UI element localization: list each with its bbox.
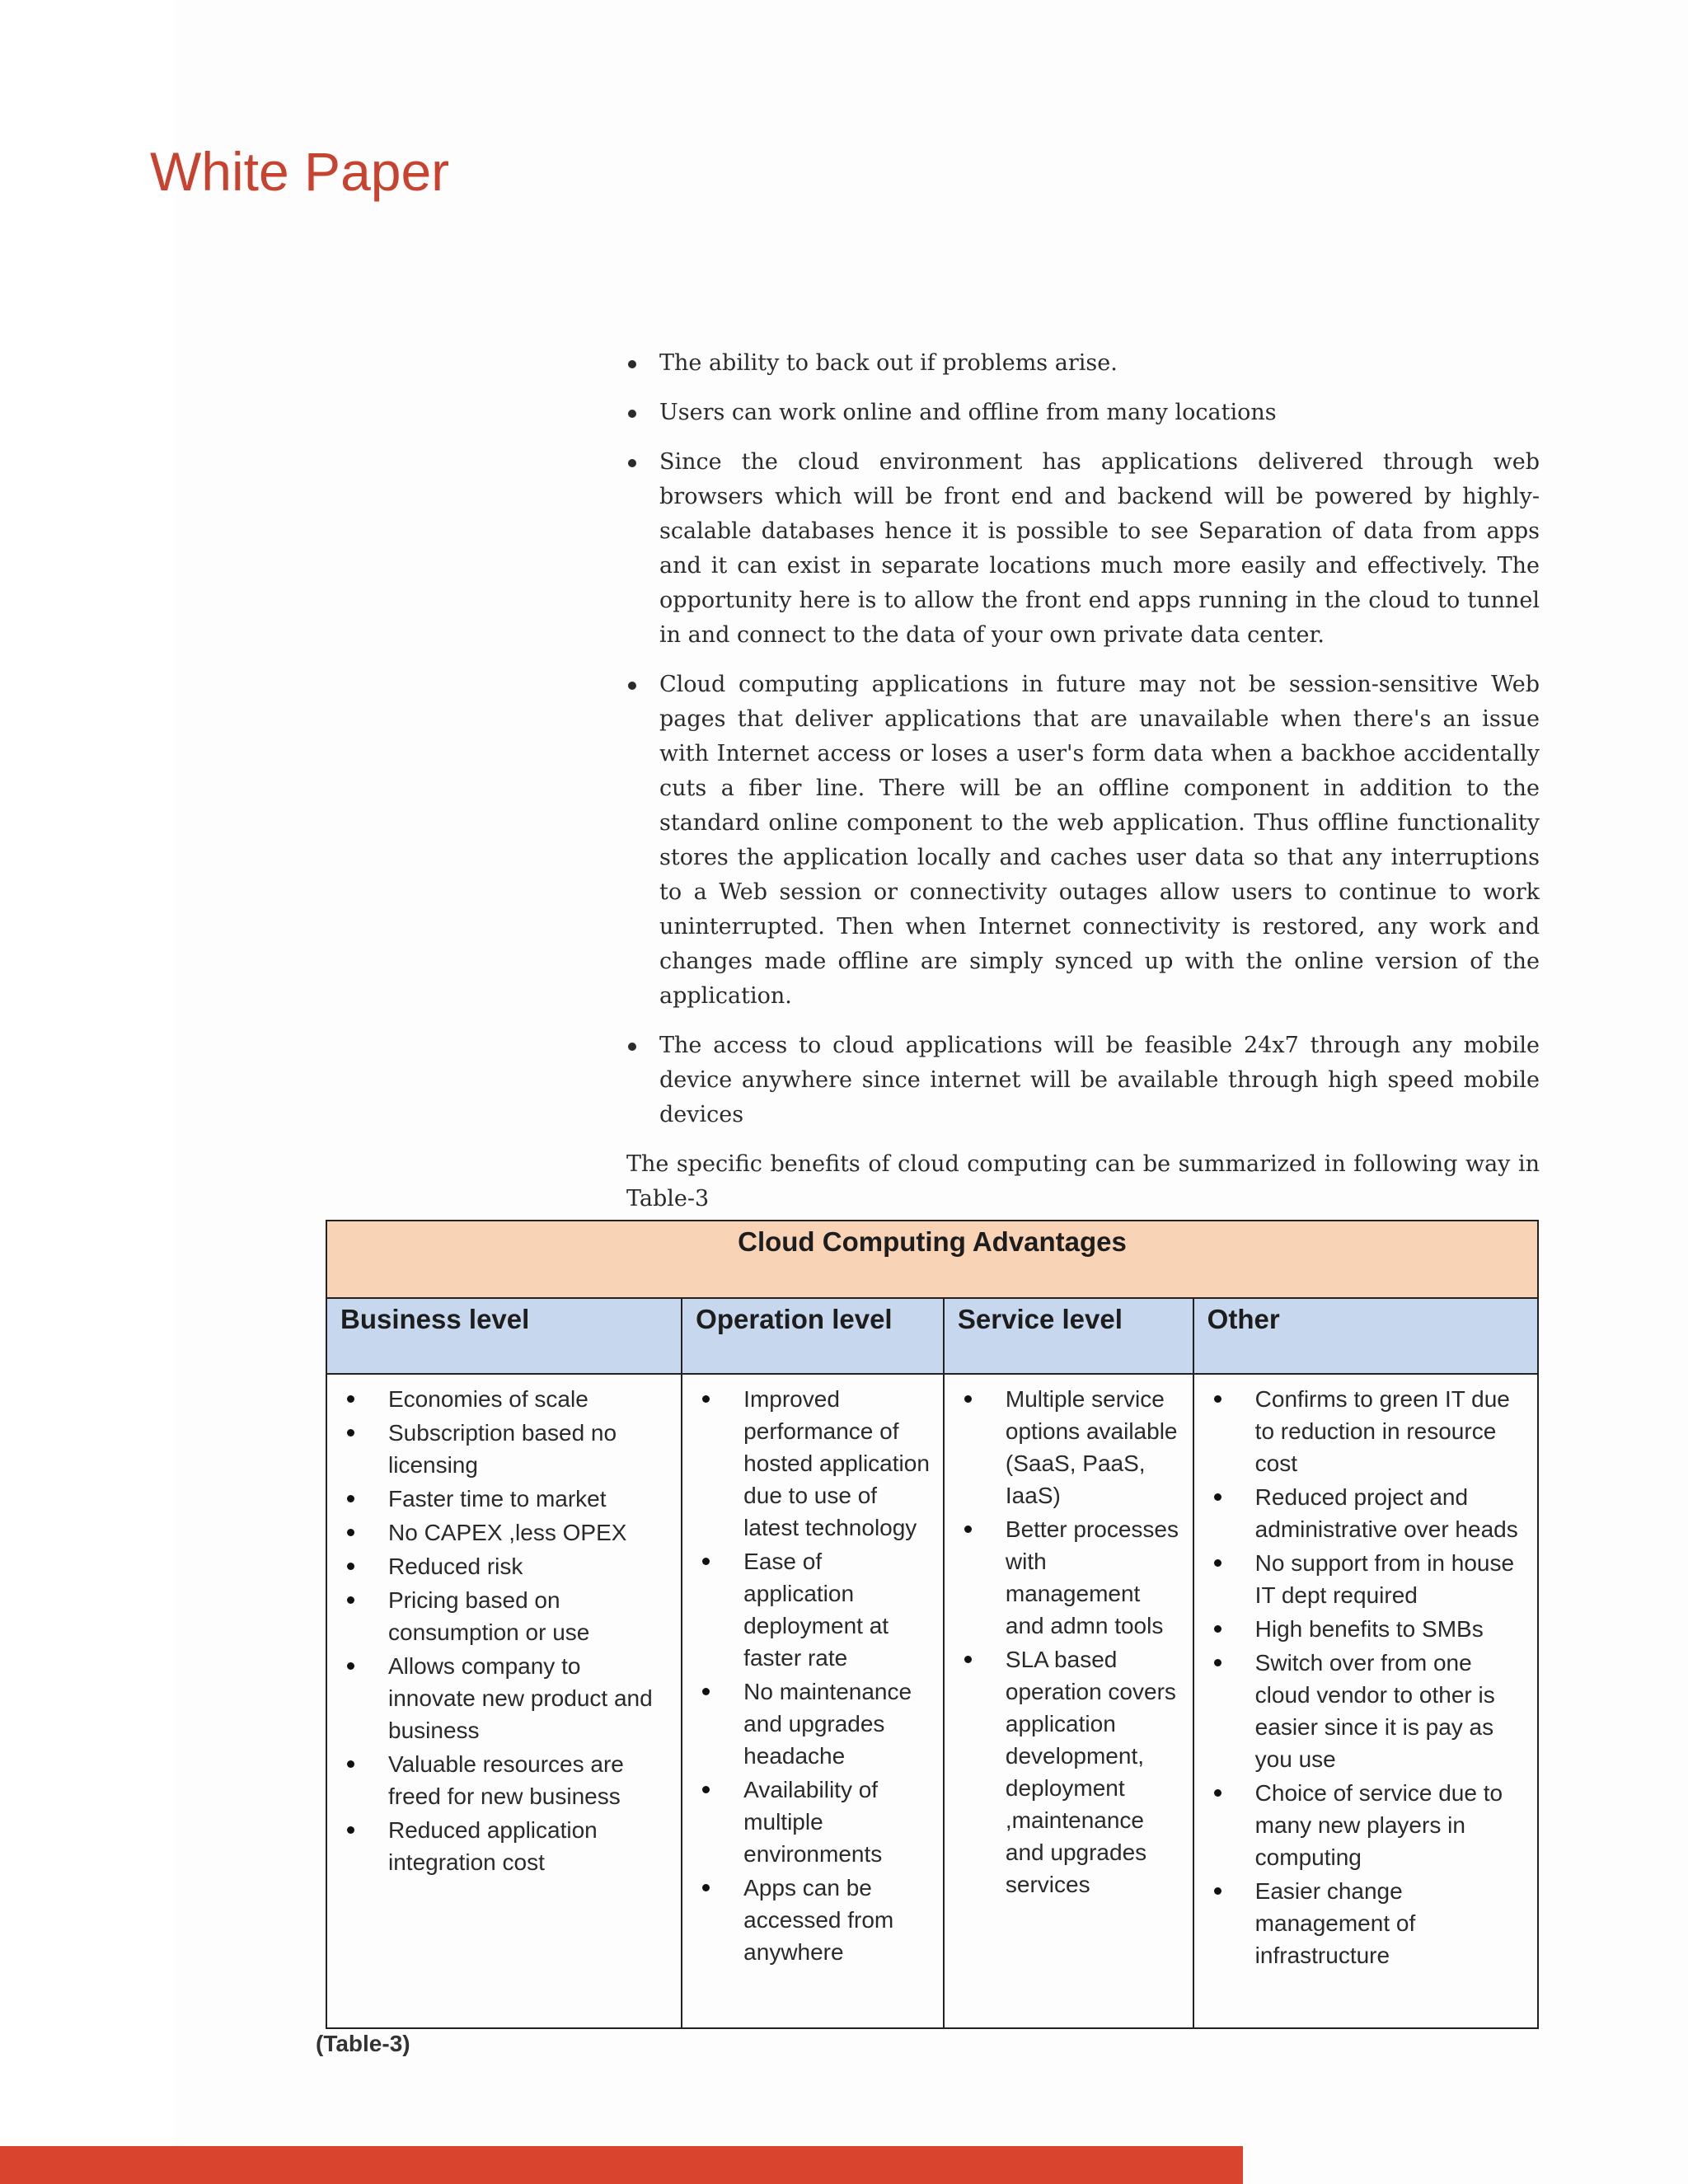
list-item-text: Pricing based on consumption or use bbox=[388, 1587, 590, 1645]
list-item-text: Valuable resources are freed for new business bbox=[388, 1751, 624, 1809]
list-item-text: Confirms to green IT due to reduction in resource cost bbox=[1254, 1386, 1510, 1476]
bullet-dot-icon bbox=[347, 1760, 354, 1768]
list-item bbox=[335, 1516, 673, 1549]
bullet-item bbox=[626, 1029, 1540, 1132]
list-item-text: Ease of application deployment at faster rate bbox=[743, 1549, 889, 1671]
list-item bbox=[335, 1550, 673, 1582]
bullet-dot-icon bbox=[347, 1429, 354, 1436]
bullet-dot-icon bbox=[1214, 1625, 1221, 1633]
bullet-dot-icon bbox=[702, 1884, 710, 1891]
bullet-dot-icon bbox=[1214, 1395, 1221, 1403]
column-header-service: Service level bbox=[944, 1298, 1193, 1374]
list-item-text: Faster time to market bbox=[388, 1486, 607, 1511]
bullet-dot-icon bbox=[1214, 1493, 1221, 1501]
list-item bbox=[1203, 1547, 1529, 1611]
bullet-dot-icon bbox=[347, 1395, 354, 1403]
list-item bbox=[691, 1545, 935, 1674]
list-item-text: Apps can be accessed from anywhere bbox=[743, 1875, 894, 1965]
bullet-dot-icon bbox=[702, 1395, 710, 1403]
list-item-text: Reduced application integration cost bbox=[388, 1817, 598, 1875]
bullet-dot-icon bbox=[964, 1656, 972, 1663]
body-content bbox=[626, 346, 1540, 1216]
list-item-text: No maintenance and upgrades headache bbox=[743, 1679, 912, 1769]
bullet-dot-icon bbox=[702, 1558, 710, 1565]
bullet-text: The access to cloud applications will be feasible 24x7 through any mobile device anywhere since internet will be available through high speed mobile devices bbox=[659, 1033, 1540, 1127]
column-cell-operation bbox=[682, 1374, 944, 2028]
list-item-text: Economies of scale bbox=[388, 1386, 588, 1412]
column-cell-service bbox=[944, 1374, 1193, 2028]
bullet-dot-icon bbox=[347, 1662, 354, 1670]
list-item bbox=[691, 1774, 935, 1870]
bullet-dot-icon bbox=[628, 1043, 636, 1051]
list-item bbox=[1203, 1383, 1529, 1479]
bullet-dot-icon bbox=[1214, 1659, 1221, 1666]
bullet-text: Users can work online and offline from many locations bbox=[659, 400, 1277, 425]
bullet-dot-icon bbox=[347, 1596, 354, 1604]
list-item bbox=[1203, 1481, 1529, 1545]
advantages-table bbox=[326, 1220, 1539, 2029]
benefit-bullet-list bbox=[626, 346, 1540, 1132]
column-cell-business bbox=[326, 1374, 682, 2028]
list-item bbox=[335, 1383, 673, 1415]
list-item-text: No support from in house IT dept required bbox=[1254, 1550, 1515, 1608]
bullet-dot-icon bbox=[964, 1395, 972, 1403]
list-item-text: Subscription based no licensing bbox=[388, 1420, 617, 1478]
list-item bbox=[335, 1417, 673, 1481]
bullet-dot-icon bbox=[628, 682, 636, 690]
bullet-dot-icon bbox=[347, 1529, 354, 1536]
list-item bbox=[953, 1513, 1184, 1642]
bullet-item bbox=[626, 346, 1540, 381]
list-item bbox=[1203, 1875, 1529, 1971]
bullet-dot-icon bbox=[1214, 1789, 1221, 1797]
list-item-text: SLA based operation covers application development, deployment ,maintenance and upgrades services bbox=[1005, 1647, 1176, 1897]
list-item bbox=[335, 1584, 673, 1648]
list-item-text: Reduced project and administrative over heads bbox=[1254, 1484, 1518, 1542]
page-header-title: White Paper bbox=[150, 141, 450, 202]
list-item-text: Reduced risk bbox=[388, 1554, 523, 1579]
service-level-list bbox=[953, 1383, 1184, 1900]
left-margin-band bbox=[0, 0, 175, 2184]
list-item-text: Easier change management of infrastructure bbox=[1254, 1878, 1416, 1968]
list-item bbox=[691, 1383, 935, 1544]
bullet-dot-icon bbox=[964, 1526, 972, 1533]
footer-accent-bar bbox=[0, 2146, 1243, 2184]
bullet-dot-icon bbox=[347, 1826, 354, 1834]
list-item bbox=[335, 1483, 673, 1515]
bullet-dot-icon bbox=[1214, 1887, 1221, 1895]
operation-level-list bbox=[691, 1383, 935, 1968]
list-item bbox=[335, 1748, 673, 1812]
summary-paragraph: The specific benefits of cloud computing can be summarized in following way in Table-3 bbox=[626, 1151, 1540, 1212]
list-item-text: Improved performance of hosted application due to use of latest technology bbox=[743, 1386, 930, 1540]
column-cell-other bbox=[1193, 1374, 1538, 2028]
list-item-text: Better processes with management and admn tools bbox=[1005, 1516, 1179, 1638]
table-caption: (Table-3) bbox=[316, 2031, 410, 2056]
bullet-item bbox=[626, 396, 1540, 430]
other-list bbox=[1203, 1383, 1529, 1971]
bullet-item bbox=[626, 445, 1540, 653]
column-header-other: Other bbox=[1193, 1298, 1538, 1374]
business-level-list bbox=[335, 1383, 673, 1878]
list-item bbox=[1203, 1777, 1529, 1873]
bullet-dot-icon bbox=[628, 360, 636, 368]
list-item-text: Allows company to innovate new product and business bbox=[388, 1653, 653, 1743]
list-item bbox=[953, 1643, 1184, 1900]
list-item-text: High benefits to SMBs bbox=[1254, 1616, 1484, 1642]
list-item-text: Choice of service due to many new players in computing bbox=[1254, 1780, 1503, 1870]
bullet-text: The ability to back out if problems arise. bbox=[659, 350, 1118, 376]
bullet-dot-icon bbox=[628, 459, 636, 467]
column-header-operation: Operation level bbox=[682, 1298, 944, 1374]
list-item-text: Multiple service options available (SaaS, PaaS, IaaS) bbox=[1005, 1386, 1178, 1508]
table-title: Cloud Computing Advantages bbox=[326, 1221, 1538, 1298]
bullet-text: Cloud computing applications in future may not be session-sensitive Web pages that deliver applications that are unavailable when there's an issue with Internet access or loses a user's form data when a backhoe accidentally cuts a fiber line. There will be an offline component in addition to the standard online component to the web application. Thus offline functionality stores the application locally and caches user data so that any interruptions to a Web session or connectivity outages allow users to continue to work uninterrupted. Then when Internet connectivity is restored, any work and changes made offline are simply synced up with the online version of the application. bbox=[659, 672, 1540, 1009]
list-item-text: Availability of multiple environments bbox=[743, 1777, 883, 1867]
column-header-business: Business level bbox=[326, 1298, 682, 1374]
list-item bbox=[953, 1383, 1184, 1511]
bullet-dot-icon bbox=[347, 1495, 354, 1502]
bullet-dot-icon bbox=[347, 1563, 354, 1570]
list-item bbox=[1203, 1613, 1529, 1645]
bullet-item bbox=[626, 668, 1540, 1014]
list-item bbox=[691, 1675, 935, 1772]
list-item-text: No CAPEX ,less OPEX bbox=[388, 1520, 627, 1545]
bullet-dot-icon bbox=[628, 410, 636, 418]
list-item bbox=[335, 1650, 673, 1746]
bullet-text: Since the cloud environment has applications delivered through web browsers which will be front end and backend will be powered by highly-scalable databases hence it is possible to see Separation of data from apps and it can exist in separate locations much more easily and effectively. The opportunity here is to allow the front end apps running in the cloud to tunnel in and connect to the data of your own private data center. bbox=[659, 449, 1540, 648]
list-item bbox=[1203, 1647, 1529, 1775]
list-item-text: Switch over from one cloud vendor to other is easier since it is pay as you use bbox=[1254, 1650, 1495, 1772]
bullet-dot-icon bbox=[1214, 1559, 1221, 1567]
list-item bbox=[691, 1872, 935, 1968]
list-item bbox=[335, 1814, 673, 1878]
bullet-dot-icon bbox=[702, 1688, 710, 1695]
bullet-dot-icon bbox=[702, 1786, 710, 1793]
